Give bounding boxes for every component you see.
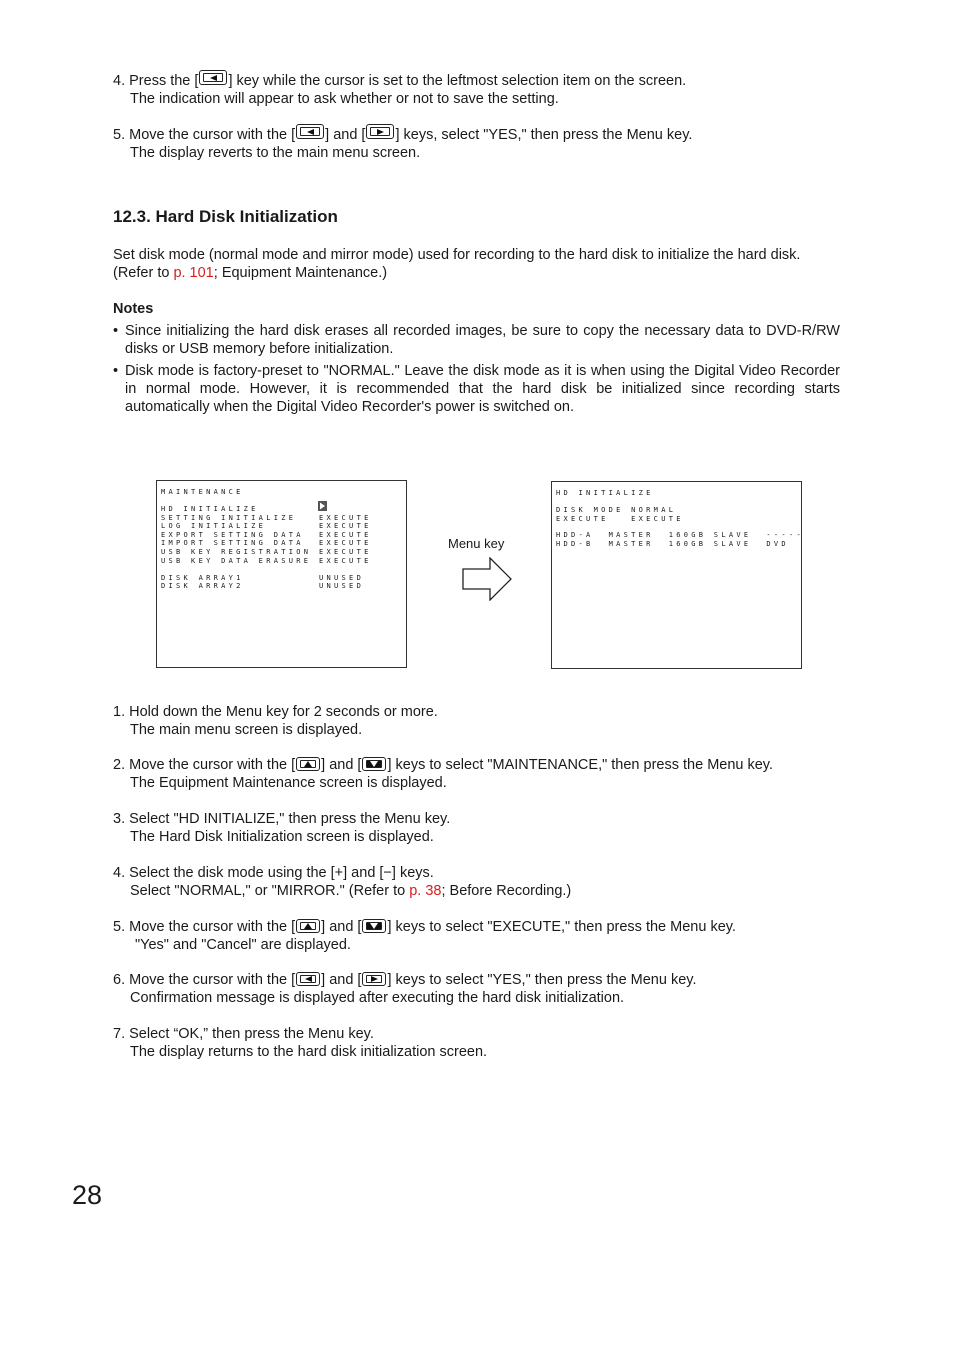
- menu-row: USB KEY DATA ERASURE EXECUTE: [161, 556, 372, 565]
- menu-row: USB KEY REGISTRATION EXECUTE: [161, 547, 372, 556]
- step-3: 3. Select "HD INITIALIZE," then press the Menu key. The Hard Disk Initialization screen is displayed.: [113, 811, 451, 845]
- top-step-4: 4. Press the [ ] key while the cursor is set to the leftmost selection item on the screen. The indication will appear to ask whether or not to save the setting.: [113, 70, 686, 108]
- top-step-5: 5. Move the cursor with the [ ] and [ ] keys, select "YES," then press the Menu key. The display reverts to the main menu screen.: [113, 124, 692, 162]
- page-number: 28: [72, 1180, 103, 1210]
- up-key-icon: [296, 919, 320, 933]
- down-key-icon: [362, 757, 386, 771]
- bullet-icon: •: [113, 363, 119, 379]
- page-link-38[interactable]: p. 38: [409, 883, 442, 899]
- menu-row-spacer: [161, 565, 311, 574]
- step-6: 6. Move the cursor with the [ ] and [ ] keys to select "YES," then press the Menu key. Confirmation message is displayed after executing the hard disk initialization.: [113, 972, 697, 1006]
- maintenance-menu: [161, 505, 372, 591]
- left-key-icon: [199, 70, 227, 85]
- notes-heading: Notes: [113, 301, 154, 317]
- note-item: • Since initializing the hard disk erases all recorded images, be sure to copy the necessary data to DVD-R/RW disks or USB memory before initialization.: [113, 323, 840, 357]
- right-key-icon: [366, 124, 394, 139]
- down-key-icon: [362, 919, 386, 933]
- section-title: 12.3. Hard Disk Initialization: [113, 207, 338, 226]
- disk-mode-row: DISK MODE NORMAL: [556, 506, 677, 514]
- arrow-label: Menu key: [448, 536, 505, 551]
- hdd-b-row: HDD-B MASTER 160GB SLAVE DVD: [556, 539, 789, 548]
- up-key-icon: [296, 757, 320, 771]
- execute-row: EXECUTE EXECUTE: [556, 514, 684, 523]
- right-key-icon: [362, 972, 386, 986]
- note-item: • Disk mode is factory-preset to "NORMAL." Leave the disk mode as it is when using the Digital Video Recorder in normal mode. However, it is recommended that the hard disk be initialized since recording starts automatically when the Digital Video Recorder's power is switched on.: [113, 363, 840, 415]
- page-link-101[interactable]: p. 101: [173, 265, 214, 281]
- bullet-icon: •: [113, 323, 119, 339]
- step-4: 4. Select the disk mode using the [+] and [−] keys. Select "NORMAL," or "MIRROR." (Refer to p. 38; Before Recording.): [113, 865, 572, 899]
- hdd-a-row: HDD-A MASTER 160GB SLAVE -----: [556, 531, 804, 539]
- menu-row: EXPORT SETTING DATA EXECUTE: [161, 530, 372, 539]
- left-key-icon: [296, 124, 324, 139]
- cursor-icon: [318, 501, 327, 514]
- step-5: 5. Move the cursor with the [ ] and [ ] keys to select "EXECUTE," then press the Menu key. "Yes" and "Cancel" are displayed.: [113, 919, 736, 953]
- maintenance-screen: [156, 480, 407, 668]
- menu-row: LOG INITIALIZE EXECUTE: [161, 522, 372, 531]
- menu-row: IMPORT SETTING DATA EXECUTE: [161, 539, 372, 548]
- screen-title: MAINTENANCE: [161, 488, 244, 496]
- step-2: 2. Move the cursor with the [ ] and [ ] keys to select "MAINTENANCE," then press the Menu key. The Equipment Maintenance screen is displayed.: [113, 757, 774, 791]
- arrow-right-icon: [462, 557, 514, 605]
- menu-row: DISK ARRAY1 UNUSED: [161, 573, 365, 582]
- screen-title: HD INITIALIZE: [556, 489, 654, 497]
- hd-initialize-screen: [551, 481, 802, 669]
- menu-row: SETTING INITIALIZE EXECUTE: [161, 513, 372, 522]
- step-7: 7. Select “OK,” then press the Menu key. The display returns to the hard disk initialization screen.: [113, 1026, 488, 1060]
- step-1: 1. Hold down the Menu key for 2 seconds or more. The main menu screen is displayed.: [113, 704, 438, 738]
- section-intro: Set disk mode (normal mode and mirror mode) used for recording to the hard disk to initialize the hard disk. (Refer to p. 101; Equipment Maintenance.): [113, 247, 801, 281]
- menu-row: DISK ARRAY2 UNUSED: [161, 582, 365, 591]
- menu-row: HD INITIALIZE: [161, 505, 311, 514]
- left-key-icon: [296, 972, 320, 986]
